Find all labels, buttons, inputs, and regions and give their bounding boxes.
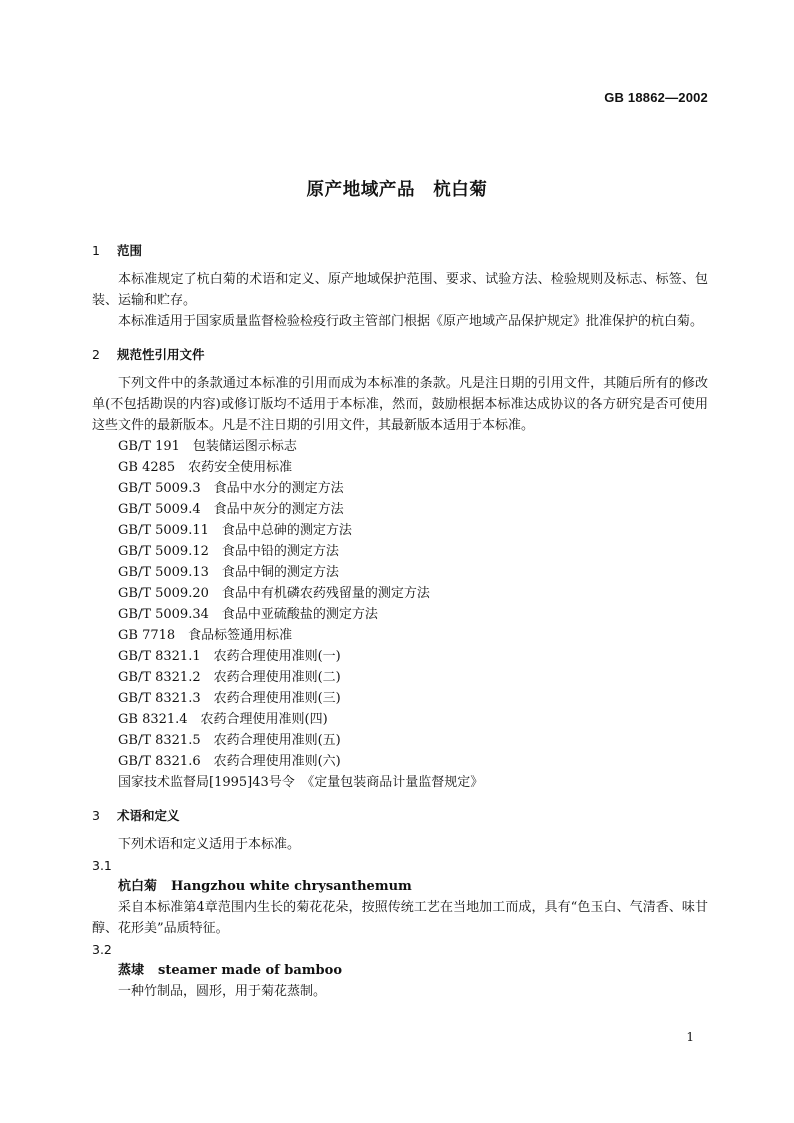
reference-item: GB 7718 食品标签通用标准 <box>118 628 293 643</box>
reference-item: 国家技术监督局[1995]43号令 《定量包装商品计量监督规定》 <box>118 775 484 790</box>
section-number: 1 <box>92 243 100 258</box>
reference-item: GB/T 5009.11 食品中总砷的测定方法 <box>118 523 352 538</box>
term-english: steamer made of bamboo <box>158 963 342 978</box>
section-2-heading <box>92 344 708 365</box>
section-number: 3 <box>92 808 100 823</box>
document-title: 原产地域产品 杭白菊 <box>306 180 488 200</box>
paragraph: 下列术语和定义适用于本标准。 <box>118 837 301 852</box>
reference-item: GB/T 5009.4 食品中灰分的测定方法 <box>118 502 344 517</box>
reference-item: GB 4285 农药安全使用标准 <box>118 460 293 475</box>
term-chinese: 蒸埭 <box>118 963 145 978</box>
term-entry <box>92 960 708 981</box>
reference-item: GB 8321.4 农药合理使用准则(四) <box>118 712 328 727</box>
section-number: 2 <box>92 347 100 362</box>
reference-item: GB/T 8321.6 农药合理使用准则(六) <box>118 754 341 769</box>
paragraph: 本标准适用于国家质量监督检验检疫行政主管部门根据《原产地域产品保护规定》批准保护的杭白菊。 <box>118 314 704 329</box>
section-title: 范围 <box>117 243 143 258</box>
paragraph: 本标准规定了杭白菊的术语和定义、原产地域保护范围、要求、试验方法、检验规则及标志、标签、包装、运输和贮存。 <box>92 272 708 308</box>
term-definition: 采自本标准第4章范围内生长的菊花花朵，按照传统工艺在当地加工而成，具有“色玉白、气清香、味甘醇、花形美”品质特征。 <box>92 900 708 936</box>
term-definition: 一种竹制品，圆形，用于菊花蒸制。 <box>118 984 327 999</box>
term-english: Hangzhou white chrysanthemum <box>171 879 412 894</box>
reference-item: GB/T 8321.1 农药合理使用准则(一) <box>118 649 341 664</box>
section-title: 规范性引用文件 <box>117 347 205 362</box>
reference-item: GB/T 5009.20 食品中有机磷农药残留量的测定方法 <box>118 586 430 601</box>
section-title: 术语和定义 <box>117 808 180 823</box>
reference-item: GB/T 5009.13 食品中铜的测定方法 <box>118 565 339 580</box>
standard-code: GB 18862—2002 <box>604 90 708 105</box>
page-number: 1 <box>686 1030 694 1044</box>
clause-number: 3.2 <box>92 942 112 957</box>
reference-item: GB/T 5009.3 食品中水分的测定方法 <box>118 481 344 496</box>
term-entry <box>92 876 708 897</box>
reference-item: GB/T 8321.5 农药合理使用准则(五) <box>118 733 341 748</box>
section-3-heading <box>92 805 708 826</box>
reference-item: GB/T 8321.3 农药合理使用准则(三) <box>118 691 341 706</box>
reference-item: GB/T 5009.12 食品中铅的测定方法 <box>118 544 339 559</box>
reference-item: GB/T 191 包装储运图示标志 <box>118 439 297 454</box>
reference-item: GB/T 8321.2 农药合理使用准则(二) <box>118 670 341 685</box>
clause-number: 3.1 <box>92 858 112 873</box>
section-1-heading <box>92 240 708 261</box>
term-chinese: 杭白菊 <box>118 879 158 894</box>
document-body <box>92 240 708 1002</box>
reference-item: GB/T 5009.34 食品中亚硫酸盐的测定方法 <box>118 607 378 622</box>
paragraph: 下列文件中的条款通过本标准的引用而成为本标准的条款。凡是注日期的引用文件，其随后所有的修改单(不包括勘误的内容)或修订版均不适用于本标准，然而，鼓励根据本标准达成协议的各方研究是否可使用这些文件的最新版本。凡是不注日期的引用文件，其最新版本适用于本标准。 <box>92 376 708 433</box>
